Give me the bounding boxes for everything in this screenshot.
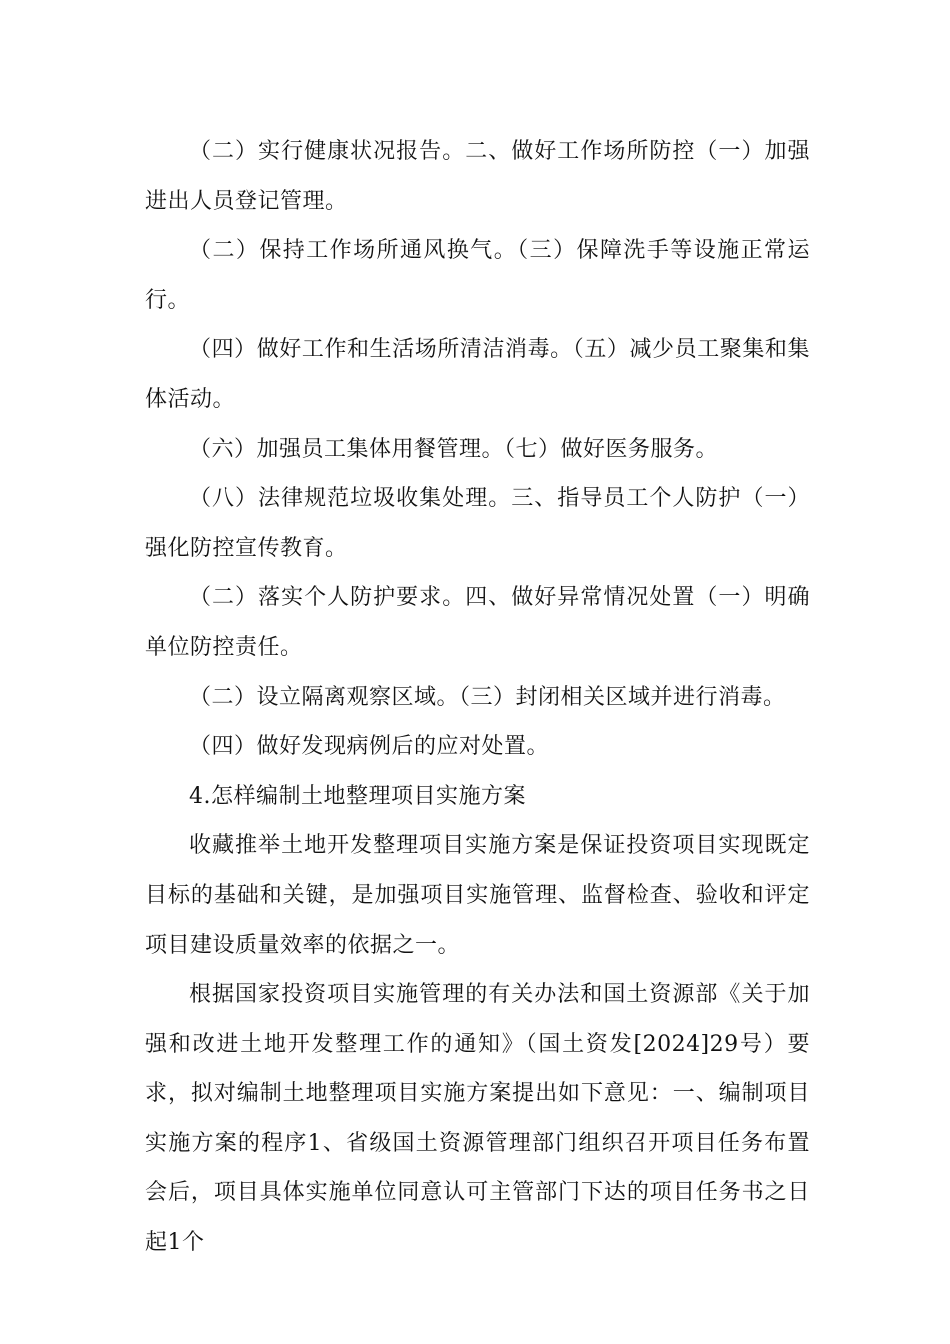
paragraph-11: 根据国家投资项目实施管理的有关办法和国土资源部《关于加强和改进土地开发整理工作的通知》（国土资发[2024]29号）要求，拟对编制土地整理项目实施方案提出如下意见：一、编制项目实施方案的程序1、省级国土资源管理部门组织召开项目任务布置会后，项目具体实施单位同意认可主管部门下达的项目任务书之日起1个 xyxy=(145,982,810,1256)
paragraph-5: （八）法律规范垃圾收集处理。三、指导员工个人防护（一）强化防控宣传教育。 xyxy=(145,486,810,561)
paragraph-2: （二）保持工作场所通风换气。（三）保障洗手等设施正常运行。 xyxy=(145,238,810,313)
document-body xyxy=(145,127,810,1268)
paragraph-3: （四）做好工作和生活场所清洁消毒。（五）减少员工聚集和集体活动。 xyxy=(145,337,810,412)
paragraph-10: 收藏推举土地开发整理项目实施方案是保证投资项目实现既定目标的基础和关键，是加强项目实施管理、监督检查、验收和评定项目建设质量效率的依据之一。 xyxy=(145,833,810,958)
paragraph-7: （二）设立隔离观察区域。（三）封闭相关区域并进行消毒。 xyxy=(189,684,786,710)
paragraph-1: （二）实行健康状况报告。二、做好工作场所防控（一）加强进出人员登记管理。 xyxy=(145,139,810,214)
paragraph-4: （六）加强员工集体用餐管理。（七）做好医务服务。 xyxy=(189,436,719,462)
paragraph-6: （二）落实个人防护要求。四、做好异常情况处置（一）明确单位防控责任。 xyxy=(145,585,810,660)
paragraph-8: （四）做好发现病例后的应对处置。 xyxy=(189,734,550,760)
section-heading: 4.怎样编制土地整理项目实施方案 xyxy=(189,783,526,809)
